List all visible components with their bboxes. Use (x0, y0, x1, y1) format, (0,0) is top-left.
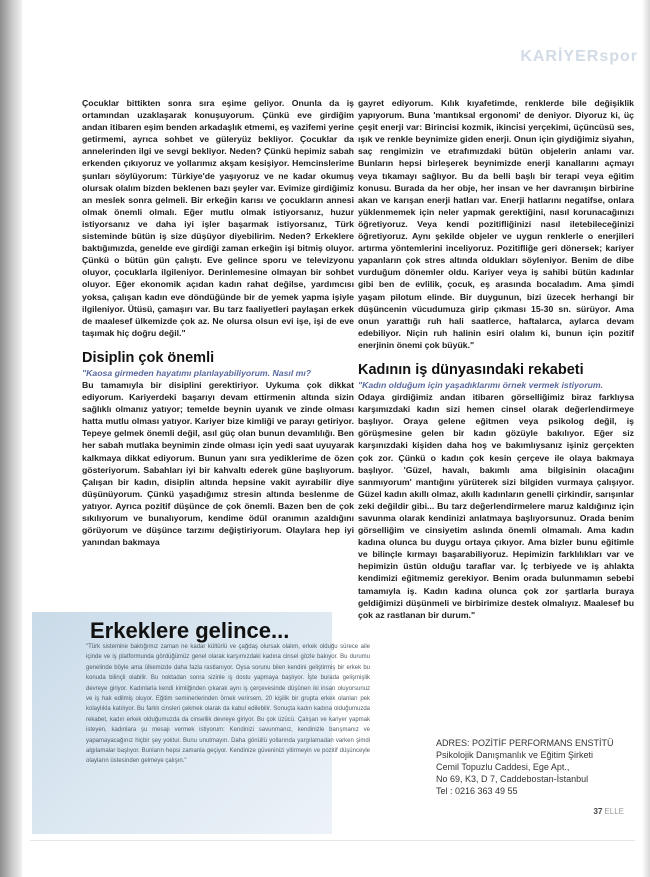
address-line: ADRES: POZİTİF PERFORMANS ENSTİTÜ (436, 738, 614, 748)
right-column (358, 97, 634, 621)
address-line: Psikolojik Danışmanlık ve Eğitim Şirketi (436, 750, 594, 760)
competition-body: Odaya girdiğimiz andan itibaren görselliğimiz biraz farklıysa karşımızdaki kadın sizi hemen cinsel olarak değerlendirmeye başlıyor. Oraya gelene eğitmen veya psikolog değil, iş görüşmesine gelen bir kadın gözüyle bakılıyor. Eğer siz karşınızdaki kişiden daha hoş ve bakımlıysanız işiniz gerçekten çok zor. Çünkü o kadın çok kesin çerçeve ile olaya bakmaya başlıyor. 'Güzel, havalı, bakımlı ama bilgisinin olacağını sanmıyorum' mantığını yürüterek sizi bilgiden vurmaya çalışıyor. Güzel kadın akıllı olmaz, akıllı kadınların genelli çirkindir, sarışınlar zeki değildir gibi... Bu tarz değerlendirmelere maruz kaldığınız için savunma olarak kendinizi anlatmaya başlıyorsunuz. Orada benim görselliğim ve cinsiyetim aslında önemli olmamalı. Ama kadın kadına olunca bu duygu ortaya çıkıyor. Ama bizler bunu eğitimle ve bilinçle kırmayı başarabiliyoruz. Hepimizin farklılıkları var ve hepimizin üstün olduğu taraflar var. İç terbiyede ve iş ahlakta kendimizi eğitmemiz gerekiyor. Benim orada bulunmamın sebebi tamamıyla iş. Kadın kadına olunca çok zor şartlarla buraya geldiğimizi düşünmeli ve birbirimize destek olmalıyız. Maalesef bu çok az rastlanan bir durum." (358, 392, 634, 620)
address-block (436, 737, 626, 797)
heading-discipline: Disiplin çok önemli (82, 349, 215, 366)
address-phone: Tel : 0216 363 49 55 (436, 786, 518, 796)
sidebar-text: "Türk sistemine baktığımız zaman ne kadar kültürlü ve çağdaş olursak olalım, erkek olduğu sürece aile içinde ve iş platformunda gördüğümüz genel olarak karşımızdaki kadına cinsel gözle bakıyor. Bu durumu genelinde böyle ama ülkemizde daha fazla rastlanıyor. Oysa sorunu bilen kendini geliştirmiş bir erkek bu konuda bilinçli olabilir. Bu noktadan sonra sizinle iş dostu yapmaya başlıyor. İşte burada gelişmişlik devreye giriyor. Kadınlarla kendi kimliğinden çıkarak aynı iş çerçevesinde düşünen iki insan oluyorsunuz ve iş hak edilmiş oluyor. Eğitim seminerlerinden örnek verirsem, 20 kişilik bir grupta erkek olanları pek kolaylıkla katılıyor. Bu farklı cinsleri çekmek olarak da kabul edilebilir. Sonuçta kadın kadına olduğumuzda rekabet, kadın erkek olduğumuzda da cinsellik devreye giriyor. Bu çok üzücü. Çalışan ve kariyer yapmak isteyen, kadınlara şu mesajı vermek istiyorum: Kendinizi savunmanız, kendinizle barışmanız ve yapamayacağınız hiçbir şey yoktur. Bunu unutmayın. Daha gönüllü yollarında yargılamadan varken şimdi algılamalar başlıyor. Bunların hepsi zamanla geçiyor. Kendinize güveninizi yitirmeyin ve pozitif düşünceyle olayların üstesinden gelmeye çalışın." (86, 644, 370, 765)
sidebar-title: Erkeklere gelince... (90, 618, 290, 643)
page-number (594, 807, 624, 816)
page-number-value: 37 (593, 807, 603, 816)
heading-competition: Kadının iş dünyasındaki rekabeti (358, 361, 584, 378)
page-edge (642, 0, 650, 877)
discipline-body: Bu tamamıyla bir disiplini gerektiriyor. Uykuma çok dikkat ediyorum. Kariyerdeki başarıyı devam ettirmenin altında sizin sağlıklı olmanız yatıyor; temelde beynin uyanık ve zinde olması hatta mutlu olması yatıyor. Kariyer bize kimliği ve parayı getiriyor. Tepeye gelmek önemli değil, asıl güç olan bunun devamlılığı. Ben her sabah mutlaka beynimin zinde olması için yedi saat uyuyarak kalkmaya dikkat ediyorum. Bunun yanı sıra yediklerime de özen gösteriyorum. Sabahları iyi bir kahvaltı ederek güne başlıyorum. Çalışan bir kadın, disiplin altında hepsine vakit ayırabilir diye düşünüyorum. Çünkü yaşadığımız stresin altında beslenme de yatıyor. Ayrıca pozitif düşünce de çok önemli. Bazen ben de çok sıkılıyorum ve bunalıyorum, kendime ödül oranımın azaldığını görüyorum ve düşünce tarzımı değiştiriyorum. Olaylara hep iyi yanından bakmaya (82, 379, 354, 548)
lead-discipline: "Kaosa girmeden hayatımı planlayabiliyorum. Nasıl mı? (82, 367, 312, 378)
left-intro-paragraph: Çocuklar bittikten sonra sıra eşime geliyor. Onunla da iş ortamından uzaklaşarak konuşuyorum. Çünkü eve girdiğim andan itibaren eşim benden arkadaşlık etmemi, eş vazifemi yerine getirmemi, ayrıca sohbet ve güleryüz bekliyor. Çocuklar da annelerinden ilgi ve sevgi bekliyor. Neden? Çünkü hepimiz sabah erkenden çıkıyoruz ve yollarımız akşam kesişiyor. Hemcinslerime şunları söylüyorum: Türkiye'de yaşıyoruz ve ne kadar okumuş olursak olalım bizden beklenen bazı şeyler var. Evimize girdiğimiz an meslek sonra gelmeli. Bir erkeğin karısı ve çocukların annesi olmak önemli olmalı. Eğer mutlu olmak istiyorsanız, huzur istiyorsanız ve daha iyi işler başarmak istiyorsanız, Türk sisteminde bütün iş size düşüyor diyebilirim. Neden? Erkeklere baktığımızda, genelde eve girdiği zaman erkeğin işi bitmiş oluyor. Çünkü o bütün gün çalıştı. Eve gelince sporu ve televizyonu oluyor, çocuklarla ilgileniyor. Derinlemesine olmayan bir sohbet oluyor. Eğer ekonomik açıdan kadın rahat değilse, yardımcısı yoksa, çalışan kadın eve döndüğünde bir de yemek yapma işiyle ilgileniyor. Ütüsü, çamaşırı var. Bu tarz faaliyetleri paylaşan erkek de maalesef ülkemizde çok az. Ne olursa olsun evi işe, işi de eve taşımak hiç doğru değil." (82, 98, 354, 338)
address-line: No 69, K3, D 7, Caddebostan-İstanbul (436, 774, 589, 784)
left-column (82, 97, 354, 548)
lead-competition: "Kadın olduğum için yaşadıklarımı örnek vermek istiyorum. (358, 379, 604, 390)
magazine-name: ELLE (604, 807, 624, 816)
page-gutter-shadow (0, 0, 22, 877)
footer-divider (30, 840, 635, 841)
address-line: Cemil Topuzlu Caddesi, Ege Apt., (436, 762, 570, 772)
section-tag: KARİYERspor (520, 48, 638, 65)
right-intro-paragraph: gayret ediyorum. Kılık kıyafetimde, renklerde bile değişiklik yapıyorum. Buna 'mantıksal ergonomi' de deniyor. Diyoruz ki, üç çeşit enerji var: Birincisi kozmik, ikincisi yerçekimi, üçüncüsü ses, ışık ve renkle beynimize giden enerji. Onun için giydiğimiz siyahın, saç rengimizin ve etrafımızdaki bütün objelerin anlamı var. Bunların hepsi birleşerek beynimizde enerji kanallarını açmayı veya tıkamayı sağlıyor. Bu da belli başlı bir terapi veya eğitim konusu. Burada da her obje, her insan ve her davranışın birbirine akan ve karışan enerji hatları var. Enerji hatlarını negatifse, onlara yüklenmemek için neler yapmak gerektiğini, nasıl korunacağınızı öğretiyoruz. Veya kendi pozitifliğinizi nasıl iletebileceğinizi öğretiyoruz. Aynı şekilde objeler ve uygun renklerle o enerjileri artırma yöntemlerini inceliyoruz. Pozitifliğe geri dönersek; kariyer yapanların çok stres altında oldukları söyleniyor. Benim de dibe vurduğum dönemler oldu. Kariyer veya iş sahibi bütün kadınlar gibi ben de evlilik, çocuk, eş arasında bocaladım. Ama şimdi yaşam pilotum elinde. Bir duygunun, bizi üzecek herhangi bir düşüncenin vücudumuza girip çıkması 15-30 sn. sürüyor. Ama onun yarattığı ruh hali saatlerce, haftalarca, aylarca devam edebiliyor. Niçin ruh halinin esiri olalım ki, bunun için pozitif enerjinin önemi çok büyük." (358, 98, 634, 350)
